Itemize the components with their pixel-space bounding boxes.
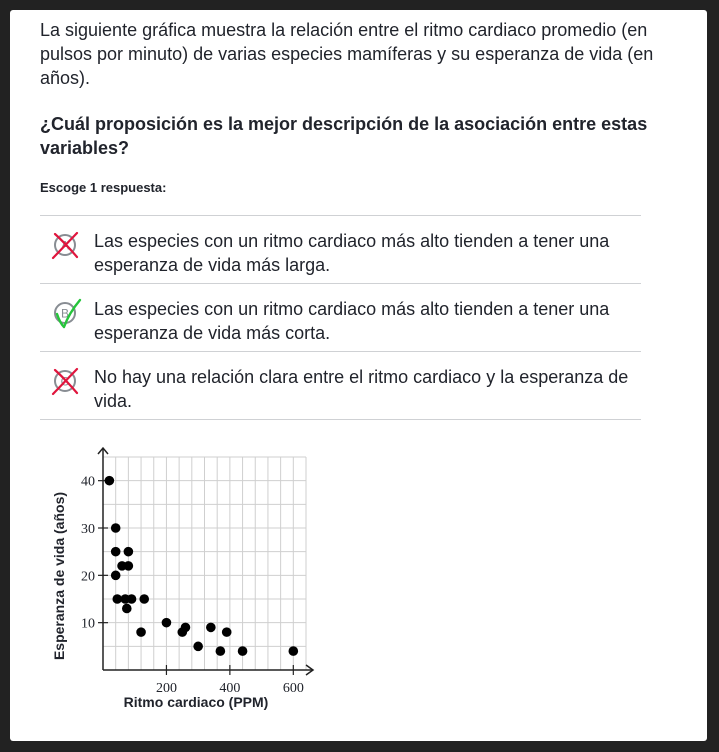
data-point bbox=[127, 594, 137, 604]
y-tick-label: 20 bbox=[81, 569, 95, 585]
data-point bbox=[111, 523, 121, 533]
data-point bbox=[139, 594, 149, 604]
data-point bbox=[162, 618, 172, 628]
choice-b-text: Las especies con un ritmo cardiaco más alto tienden a tener una esperanza de vida más corta. bbox=[94, 299, 610, 343]
data-point bbox=[222, 627, 232, 637]
data-point bbox=[289, 646, 299, 656]
choice-b-correct-icon bbox=[50, 297, 84, 329]
choice-a-letter: A bbox=[60, 238, 70, 253]
choice-a-incorrect-icon bbox=[50, 229, 84, 261]
data-point bbox=[124, 561, 134, 571]
chart-ticks bbox=[81, 475, 304, 696]
chart-points bbox=[105, 476, 299, 656]
choice-a[interactable] bbox=[40, 215, 641, 283]
y-tick-label: 40 bbox=[81, 474, 95, 490]
y-tick-label: 10 bbox=[81, 616, 95, 632]
choice-c[interactable] bbox=[40, 351, 641, 420]
choice-c-text: No hay una relación clara entre el ritmo cardiaco y la esperanza de vida. bbox=[94, 367, 629, 411]
answer-instructions: Escoge 1 respuesta: bbox=[40, 180, 167, 195]
question-prompt: La siguiente gráfica muestra la relación entre el ritmo cardiaco promedio (en pulsos por minuto) de varias especies mamíferas y su esperanza de vida (en años). bbox=[40, 20, 654, 88]
choice-c-incorrect-icon bbox=[50, 365, 84, 397]
chart-grid bbox=[103, 457, 306, 670]
y-tick-label: 30 bbox=[81, 522, 95, 537]
data-point bbox=[216, 646, 226, 656]
question-card bbox=[10, 10, 707, 741]
data-point bbox=[122, 604, 132, 614]
x-axis-label: Ritmo cardiaco (PPM) bbox=[123, 694, 269, 710]
data-point bbox=[111, 547, 121, 557]
choice-b-letter: B bbox=[60, 306, 70, 321]
data-point bbox=[181, 623, 191, 633]
choice-a-text: Las especies con un ritmo cardiaco más alto tienden a tener una esperanza de vida más larga. bbox=[94, 231, 610, 275]
data-point bbox=[124, 547, 134, 557]
data-point bbox=[206, 623, 216, 633]
data-point bbox=[136, 627, 146, 637]
data-point bbox=[238, 646, 248, 656]
x-tick-label: 400 bbox=[219, 681, 241, 696]
scatter-plot bbox=[40, 438, 320, 718]
data-point bbox=[193, 642, 203, 652]
data-point bbox=[111, 571, 121, 581]
question-text: ¿Cuál proposición es la mejor descripción de la asociación entre estas variables? bbox=[40, 114, 648, 158]
choice-c-letter: C bbox=[60, 374, 70, 389]
y-axis-label: Esperanza de vida (años) bbox=[51, 491, 67, 661]
x-tick-label: 200 bbox=[155, 681, 177, 696]
answer-choices bbox=[40, 215, 641, 420]
x-tick-label: 600 bbox=[282, 681, 304, 696]
data-point bbox=[105, 476, 115, 486]
choice-b[interactable] bbox=[40, 283, 641, 351]
